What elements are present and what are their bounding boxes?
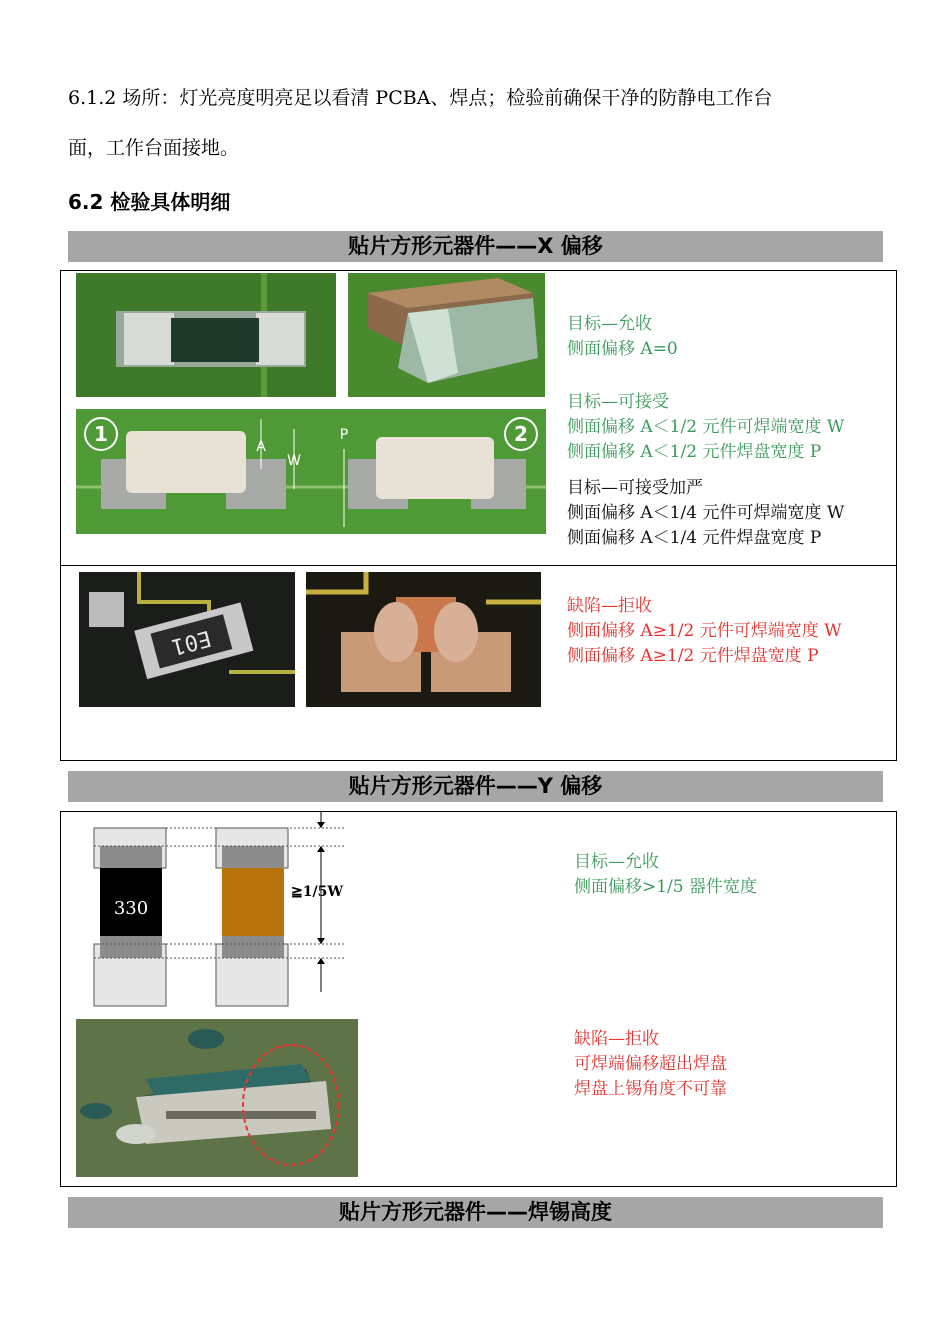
defect-photo-copper-chip	[306, 572, 541, 707]
diagram-label-w: W	[287, 453, 301, 469]
diagram-label-2: 2	[514, 422, 528, 446]
y-defect-photo	[76, 1019, 358, 1177]
section-solder-title: 贴片方形元器件——焊锡高度	[68, 1197, 883, 1228]
section-x-divider	[60, 565, 897, 566]
x-target-strict: 目标—可接受加严 侧面偏移 A＜1/4 元件可焊端宽度 W 侧面偏移 A＜1/4 元件焊盘宽度 P	[567, 478, 845, 548]
intro-line-1: 6.1.2 场所：灯光亮度明亮足以看清 PCBA、焊点；检验前确保干净的防静电工作台	[68, 87, 773, 109]
intro-line-2: 面，工作台面接地。	[68, 137, 240, 159]
y-offset-diagram	[76, 812, 366, 1012]
chip-3d-photo	[348, 273, 545, 397]
ratio-label: ≧1/5W	[291, 884, 344, 900]
diagram-label-1: 1	[94, 422, 108, 446]
chip-marking: E01	[168, 624, 214, 660]
diagram-label-p: P	[339, 427, 349, 443]
section-x-title: 贴片方形元器件——X 偏移	[68, 231, 883, 262]
section-y-title: 贴片方形元器件——Y 偏移	[68, 771, 883, 802]
chip-top-photo	[76, 273, 336, 397]
x-target-accept: 目标—允收 侧面偏移 A=0	[567, 314, 678, 359]
section-heading: 6.2 检验具体明细	[68, 190, 231, 214]
x-defect: 缺陷—拒收 侧面偏移 A≥1/2 元件可焊端宽度 W 侧面偏移 A≥1/2 元件焊盘宽度 P	[567, 596, 842, 666]
defect-photo-rotated-chip	[79, 572, 295, 707]
x-target-acceptable: 目标—可接受 侧面偏移 A＜1/2 元件可焊端宽度 W 侧面偏移 A＜1/2 元件焊盘宽度 P	[567, 392, 845, 462]
y-target-accept: 目标—允收 侧面偏移>1/5 器件宽度	[574, 852, 758, 897]
offset-diagram-photo	[76, 409, 546, 534]
resistor-value: 330	[113, 898, 149, 919]
y-defect: 缺陷—拒收 可焊端偏移超出焊盘 焊盘上锡角度不可靠	[574, 1029, 727, 1099]
diagram-label-a: A	[256, 439, 266, 455]
